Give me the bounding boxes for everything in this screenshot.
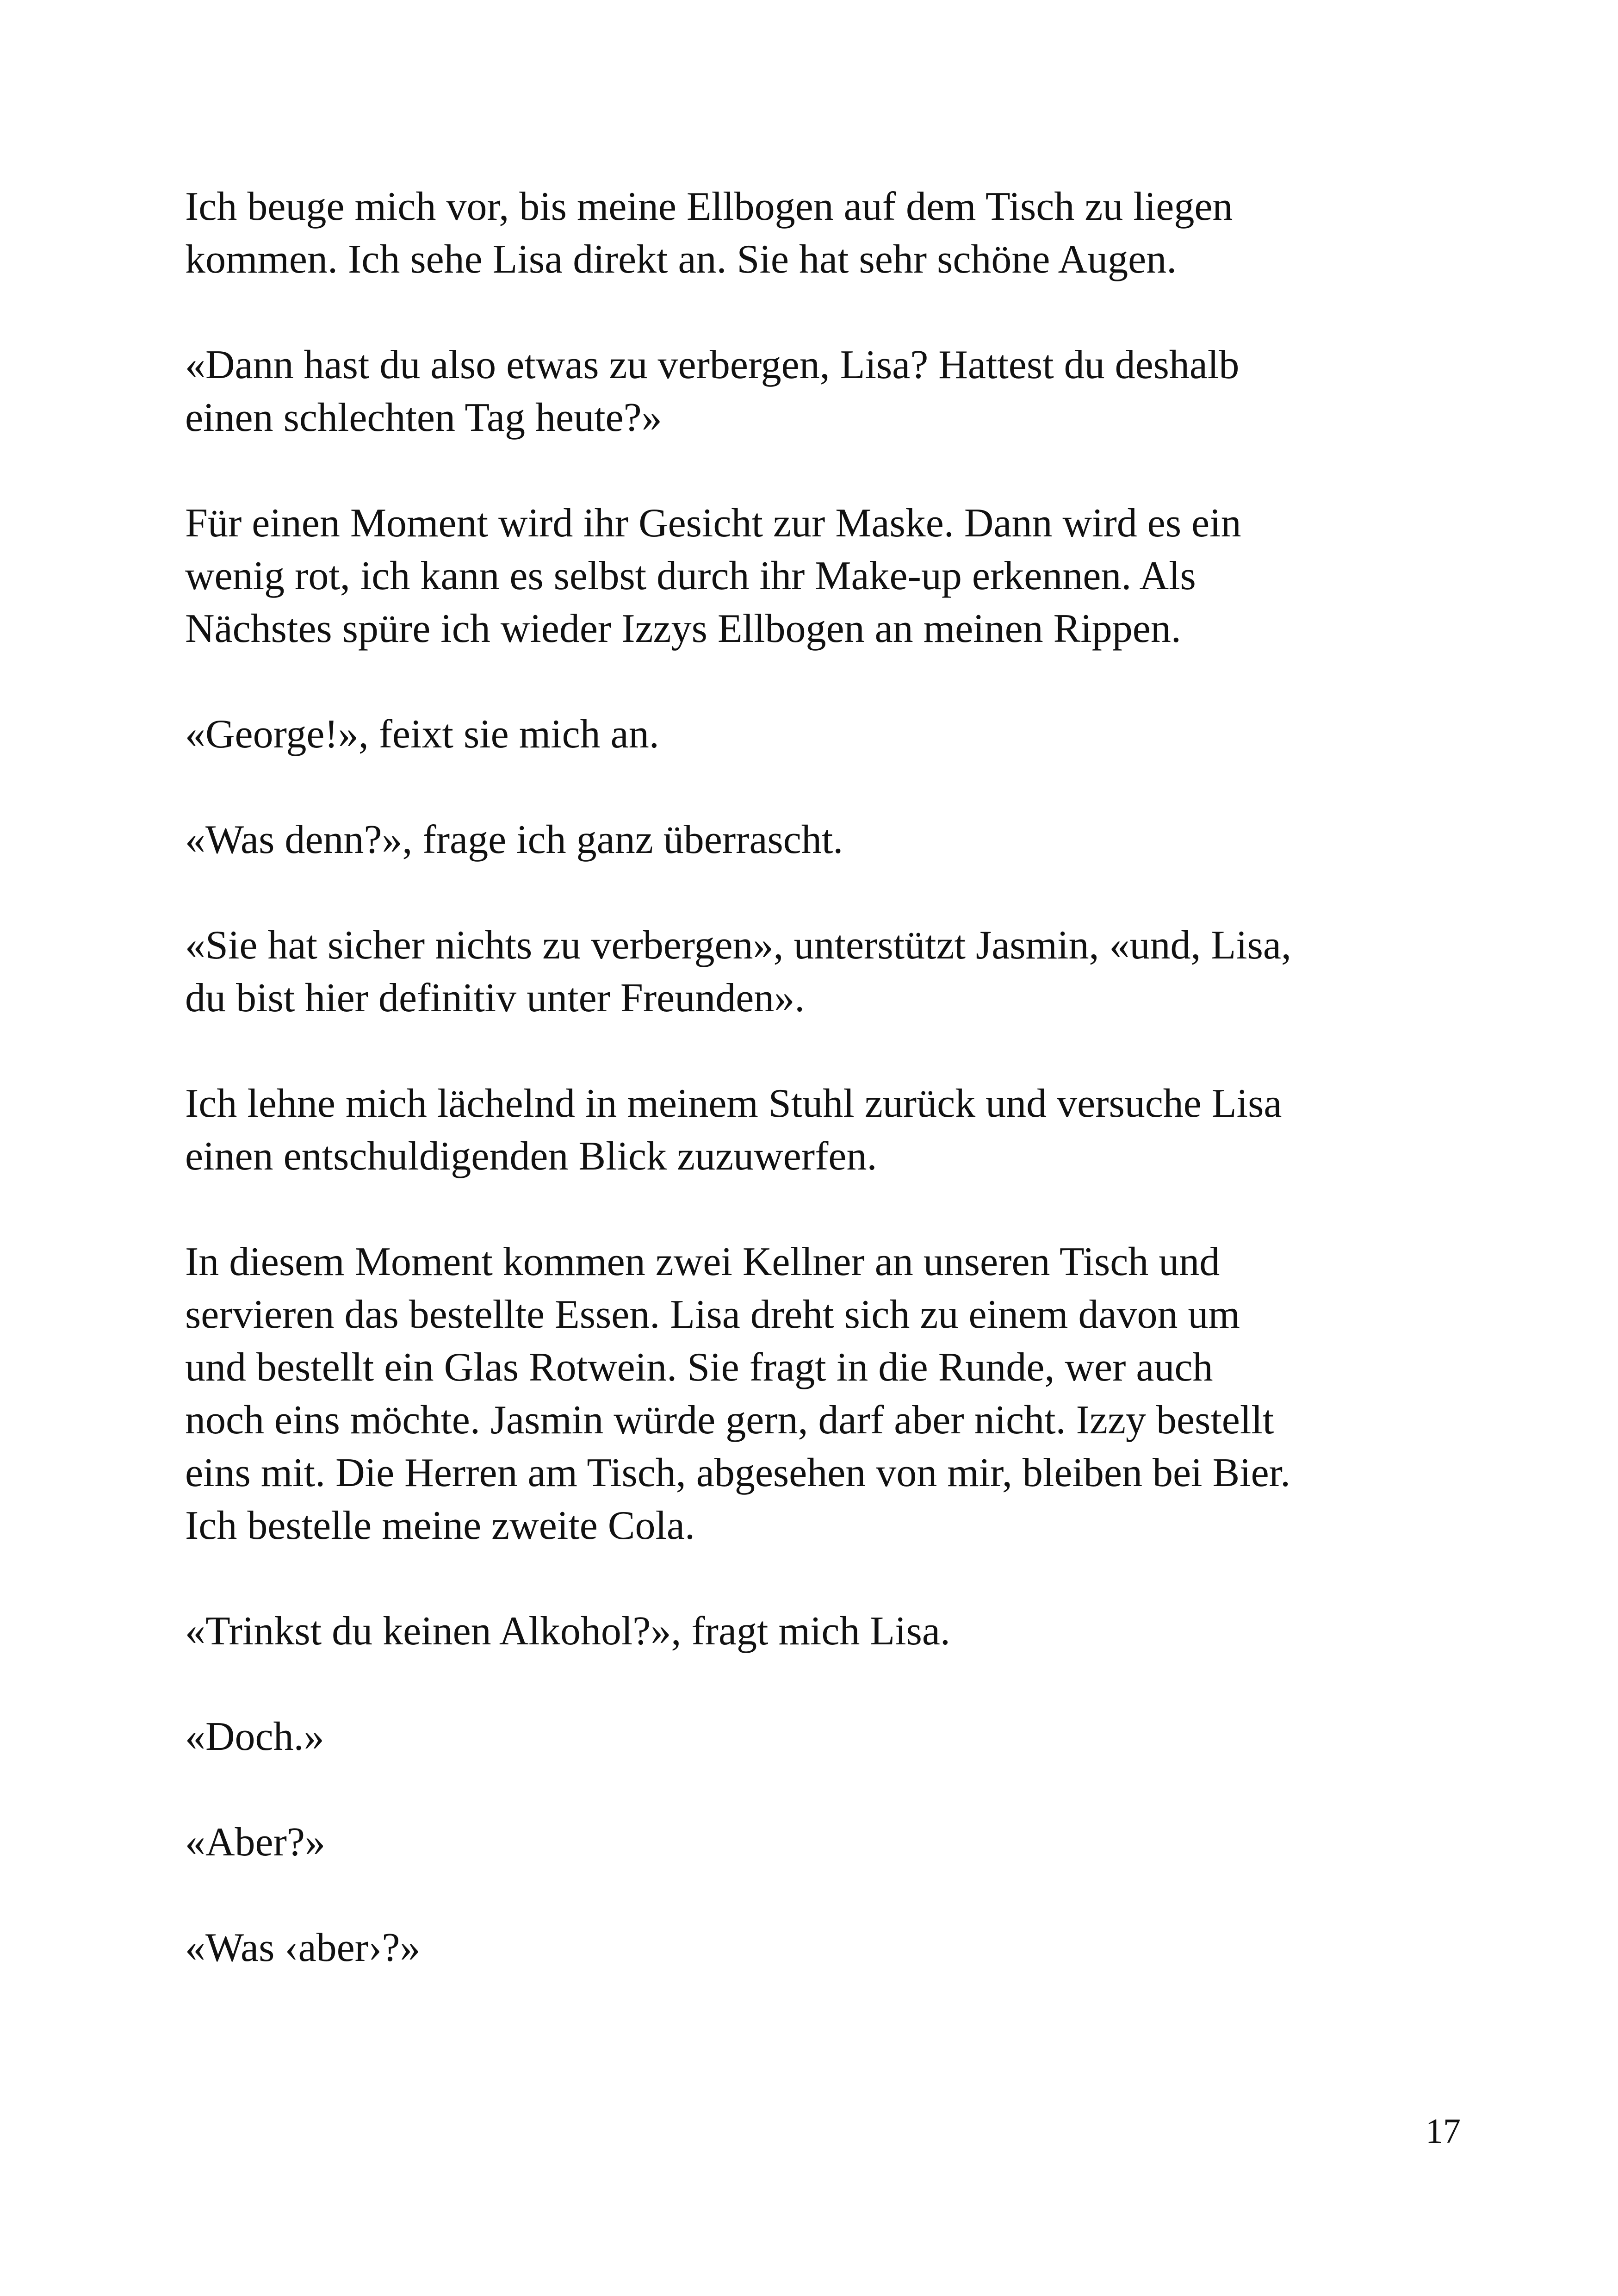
text-line: «Trinkst du keinen Alkohol?», fragt mich Lisa. (185, 1609, 950, 1654)
paragraph (185, 339, 1462, 444)
paragraph (185, 1711, 1462, 1763)
text-line: «Doch.» (185, 1714, 324, 1759)
paragraph (185, 180, 1462, 286)
paragraph (185, 1077, 1462, 1183)
text-line: einen schlechten Tag heute?» (185, 395, 662, 440)
text-line: «Dann hast du also etwas zu verbergen, Lisa? Hattest du deshalb (185, 342, 1240, 387)
text-line: Ich lehne mich lächelnd in meinem Stuhl zurück und versuche Lisa (185, 1081, 1282, 1126)
text-line: einen entschuldigenden Blick zuzuwerfen. (185, 1134, 877, 1179)
paragraph (185, 1605, 1462, 1658)
text-line: wenig rot, ich kann es selbst durch ihr Make-up erkennen. Als (185, 554, 1196, 598)
paragraph (185, 1816, 1462, 1869)
paragraph (185, 1922, 1462, 1974)
text-line: eins mit. Die Herren am Tisch, abgesehen von mir, bleiben bei Bier. (185, 1450, 1291, 1495)
paragraph (185, 708, 1462, 761)
text-line: «George!», feixt sie mich an. (185, 712, 659, 757)
text-line: Ich bestelle meine zweite Cola. (185, 1503, 695, 1548)
text-line: du bist hier definitiv unter Freunden». (185, 976, 805, 1020)
paragraph (185, 497, 1462, 655)
paragraph (185, 814, 1462, 866)
text-line: «Was denn?», frage ich ganz überrascht. (185, 817, 843, 862)
text-line: «Sie hat sicher nichts zu verbergen», unterstützt Jasmin, «und, Lisa, (185, 923, 1291, 968)
text-line: servieren das bestellte Essen. Lisa dreht sich zu einem davon um (185, 1292, 1240, 1337)
text-line: «Was ‹aber›?» (185, 1925, 421, 1970)
text-line: noch eins möchte. Jasmin würde gern, darf aber nicht. Izzy bestellt (185, 1398, 1274, 1443)
paragraph (185, 919, 1462, 1025)
text-line: In diesem Moment kommen zwei Kellner an unseren Tisch und (185, 1239, 1220, 1284)
text-block (185, 180, 1462, 2027)
page-number: 17 (1426, 2112, 1461, 2151)
text-line: Nächstes spüre ich wieder Izzys Ellbogen an meinen Rippen. (185, 606, 1181, 651)
paragraph (185, 1236, 1462, 1552)
text-line: kommen. Ich sehe Lisa direkt an. Sie hat sehr schöne Augen. (185, 237, 1177, 282)
text-line: «Aber?» (185, 1820, 325, 1865)
text-line: Ich beuge mich vor, bis meine Ellbogen auf dem Tisch zu liegen (185, 184, 1233, 229)
text-line: und bestellt ein Glas Rotwein. Sie fragt in die Runde, wer auch (185, 1345, 1213, 1390)
text-line: Für einen Moment wird ihr Gesicht zur Maske. Dann wird es ein (185, 501, 1241, 546)
